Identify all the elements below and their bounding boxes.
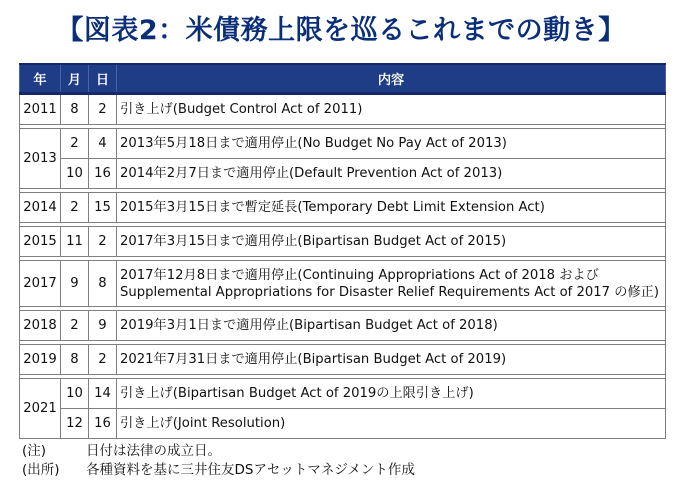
cell-month: 11	[61, 227, 89, 257]
cell-content	[117, 345, 666, 375]
footnotes	[22, 442, 415, 480]
cell-year: 2011	[20, 94, 61, 125]
cell-year: 2014	[20, 193, 61, 223]
content-line: 引き上げ(Joint Resolution)	[120, 416, 286, 431]
cell-content	[117, 193, 666, 223]
table-row	[20, 311, 666, 341]
cell-year: 2021	[20, 379, 61, 439]
source-text: 各種資料を基に三井住友DSアセットマネジメント作成	[86, 462, 415, 478]
cell-content	[117, 227, 666, 257]
content-line: 2015年3月15日まで暫定延長(Temporary Debt Limit Extension Act)	[120, 200, 545, 215]
cell-day: 8	[89, 261, 117, 307]
content-line: 2017年3月15日まで適用停止(Bipartisan Budget Act of 2015)	[120, 234, 507, 249]
cell-day: 4	[89, 129, 117, 159]
cell-month: 2	[61, 129, 89, 159]
cell-day: 14	[89, 379, 117, 409]
cell-month: 12	[61, 409, 89, 439]
table-body	[20, 94, 666, 439]
table-header-row	[20, 64, 666, 94]
table-row	[20, 379, 666, 409]
cell-day: 16	[89, 409, 117, 439]
cell-content	[117, 261, 666, 307]
cell-day: 15	[89, 193, 117, 223]
cell-day: 9	[89, 311, 117, 341]
cell-day: 16	[89, 159, 117, 189]
content-line: Supplemental Appropriations for Disaster Relief Requirements Act of 2017 の修正)	[120, 284, 659, 300]
debt-limit-table	[19, 63, 666, 439]
table-row	[20, 227, 666, 257]
cell-day: 2	[89, 94, 117, 125]
content-line: 引き上げ(Bipartisan Budget Act of 2019の上限引き上げ)	[120, 386, 474, 401]
content-line: 2017年12月8日まで適用停止(Continuing Appropriations Act of 2018 および	[120, 267, 599, 283]
cell-year: 2018	[20, 311, 61, 341]
cell-day: 2	[89, 227, 117, 257]
cell-year: 2017	[20, 261, 61, 307]
content-line: 2013年5月18日まで適用停止(No Budget No Pay Act of 2013)	[120, 136, 507, 151]
header-year: 年	[20, 64, 61, 94]
content-line: 2021年7月31日まで適用停止(Bipartisan Budget Act of 2019)	[120, 352, 507, 367]
table-row	[20, 94, 666, 125]
table-row	[20, 193, 666, 223]
source-row	[22, 461, 415, 480]
cell-year: 2019	[20, 345, 61, 375]
table-row	[20, 261, 666, 307]
cell-month: 10	[61, 159, 89, 189]
table-row	[20, 129, 666, 159]
page-title: 【図表2：米債務上限を巡るこれまでの動き】	[56, 15, 626, 46]
cell-year: 2015	[20, 227, 61, 257]
table-row	[20, 409, 666, 439]
table-row	[20, 159, 666, 189]
cell-content	[117, 311, 666, 341]
header-month: 月	[61, 64, 89, 94]
note-text: 日付は法律の成立日。	[86, 443, 221, 459]
note-row	[22, 442, 415, 461]
header-day: 日	[89, 64, 117, 94]
cell-month: 2	[61, 311, 89, 341]
cell-month: 9	[61, 261, 89, 307]
note-label: (注)	[22, 443, 47, 459]
content-line: 引き上げ(Budget Control Act of 2011)	[120, 102, 363, 117]
cell-month: 2	[61, 193, 89, 223]
source-label: (出所)	[22, 462, 60, 478]
cell-content	[117, 159, 666, 189]
cell-month: 8	[61, 94, 89, 125]
cell-month: 8	[61, 345, 89, 375]
content-line: 2019年3月1日まで適用停止(Bipartisan Budget Act of 2018)	[120, 318, 498, 333]
table-row	[20, 345, 666, 375]
cell-content	[117, 129, 666, 159]
cell-month: 10	[61, 379, 89, 409]
cell-day: 2	[89, 345, 117, 375]
cell-content	[117, 409, 666, 439]
header-content: 内容	[117, 64, 666, 94]
cell-year: 2013	[20, 129, 61, 189]
cell-content	[117, 94, 666, 125]
content-line: 2014年2月7日まで適用停止(Default Prevention Act of 2013)	[120, 166, 503, 181]
cell-content	[117, 379, 666, 409]
